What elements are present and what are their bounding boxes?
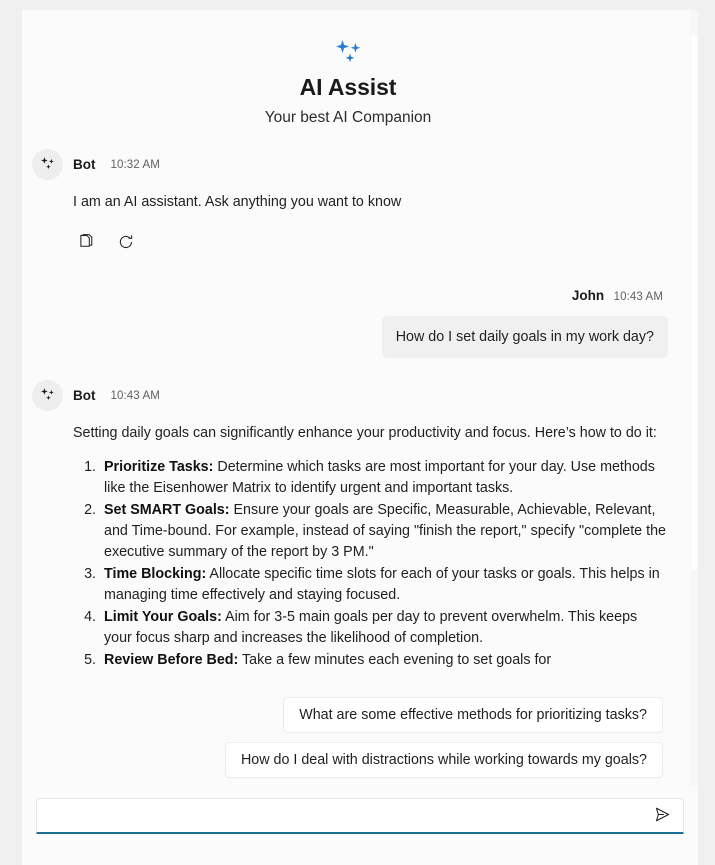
message-sender: John bbox=[571, 288, 605, 304]
step-body: Allocate specific time slots for each of your tasks or goals. This helps in managing time effectively and staying focused. bbox=[104, 566, 660, 604]
send-button[interactable] bbox=[645, 799, 679, 833]
user-message-bubble: How do I set daily goals in my work day? bbox=[382, 316, 668, 358]
page-subtitle: Your best AI Companion bbox=[264, 109, 432, 126]
list-item bbox=[100, 564, 668, 606]
composer-bar bbox=[22, 786, 698, 865]
list-item bbox=[100, 607, 668, 649]
avatar bbox=[32, 149, 63, 180]
scrollbar-track[interactable] bbox=[690, 10, 698, 796]
step-title: Time Blocking: bbox=[104, 566, 207, 583]
step-body: Take a few minutes each evening to set goals for bbox=[238, 652, 552, 669]
message-actions bbox=[73, 229, 668, 255]
message-body bbox=[73, 423, 668, 671]
step-body: Aim for 3-5 main goals per day to prevent overwhelm. This keeps your focus sharp and increases the likelihood of completion. bbox=[104, 609, 638, 647]
list-item bbox=[100, 500, 668, 563]
step-title: Review Before Bed: bbox=[104, 652, 239, 669]
avatar bbox=[32, 380, 63, 411]
sparkle-icon bbox=[28, 40, 668, 66]
bot-sparkle-icon bbox=[39, 157, 56, 172]
suggestion-chip-2[interactable]: How do I deal with distractions while working towards my goals? bbox=[225, 742, 663, 778]
list-item bbox=[100, 650, 668, 671]
step-title: Prioritize Tasks: bbox=[104, 459, 214, 476]
message-user-1 bbox=[28, 287, 668, 358]
message-sender: Bot bbox=[73, 388, 96, 404]
hero-header bbox=[28, 10, 668, 127]
message-input[interactable] bbox=[37, 799, 645, 832]
send-icon bbox=[654, 806, 671, 826]
message-sender: Bot bbox=[73, 157, 96, 172]
step-body: Determine which tasks are most important for your day. Use methods like the Eisenhower Matrix to identify urgent and important tasks. bbox=[104, 459, 655, 497]
regenerate-icon[interactable] bbox=[113, 229, 139, 255]
scrollbar-thumb[interactable] bbox=[691, 35, 697, 570]
message-timestamp: 10:43 AM bbox=[110, 389, 160, 402]
message-intro: Setting daily goals can significantly enhance your productivity and focus. Here’s how to do it: bbox=[73, 425, 657, 442]
message-header bbox=[28, 149, 668, 180]
bot-sparkle-icon bbox=[39, 388, 56, 403]
step-title: Limit Your Goals: bbox=[104, 609, 222, 626]
message-bot-1 bbox=[28, 149, 668, 255]
message-header bbox=[28, 287, 668, 305]
copy-icon[interactable] bbox=[73, 229, 99, 255]
list-item bbox=[100, 457, 668, 499]
conversation-scroll-area[interactable] bbox=[22, 10, 698, 796]
ai-assist-window bbox=[22, 10, 698, 865]
step-title: Set SMART Goals: bbox=[104, 502, 230, 519]
step-body: Ensure your goals are Specific, Measurable, Achievable, Relevant, and Time-bound. For example, instead of saying "finish the report," specify "complete the executive summary of the report by 3 PM." bbox=[104, 502, 666, 561]
message-header bbox=[28, 380, 668, 411]
message-body bbox=[73, 192, 668, 213]
message-text: I am an AI assistant. Ask anything you want to know bbox=[73, 194, 402, 210]
message-bot-2 bbox=[28, 380, 668, 671]
message-timestamp: 10:43 AM bbox=[613, 291, 663, 304]
composer[interactable] bbox=[36, 798, 684, 834]
suggestion-chip-1[interactable]: What are some effective methods for prioritizing tasks? bbox=[283, 697, 663, 733]
page-title: AI Assist bbox=[299, 74, 397, 100]
message-timestamp: 10:32 AM bbox=[110, 158, 160, 171]
steps-list bbox=[73, 457, 668, 671]
